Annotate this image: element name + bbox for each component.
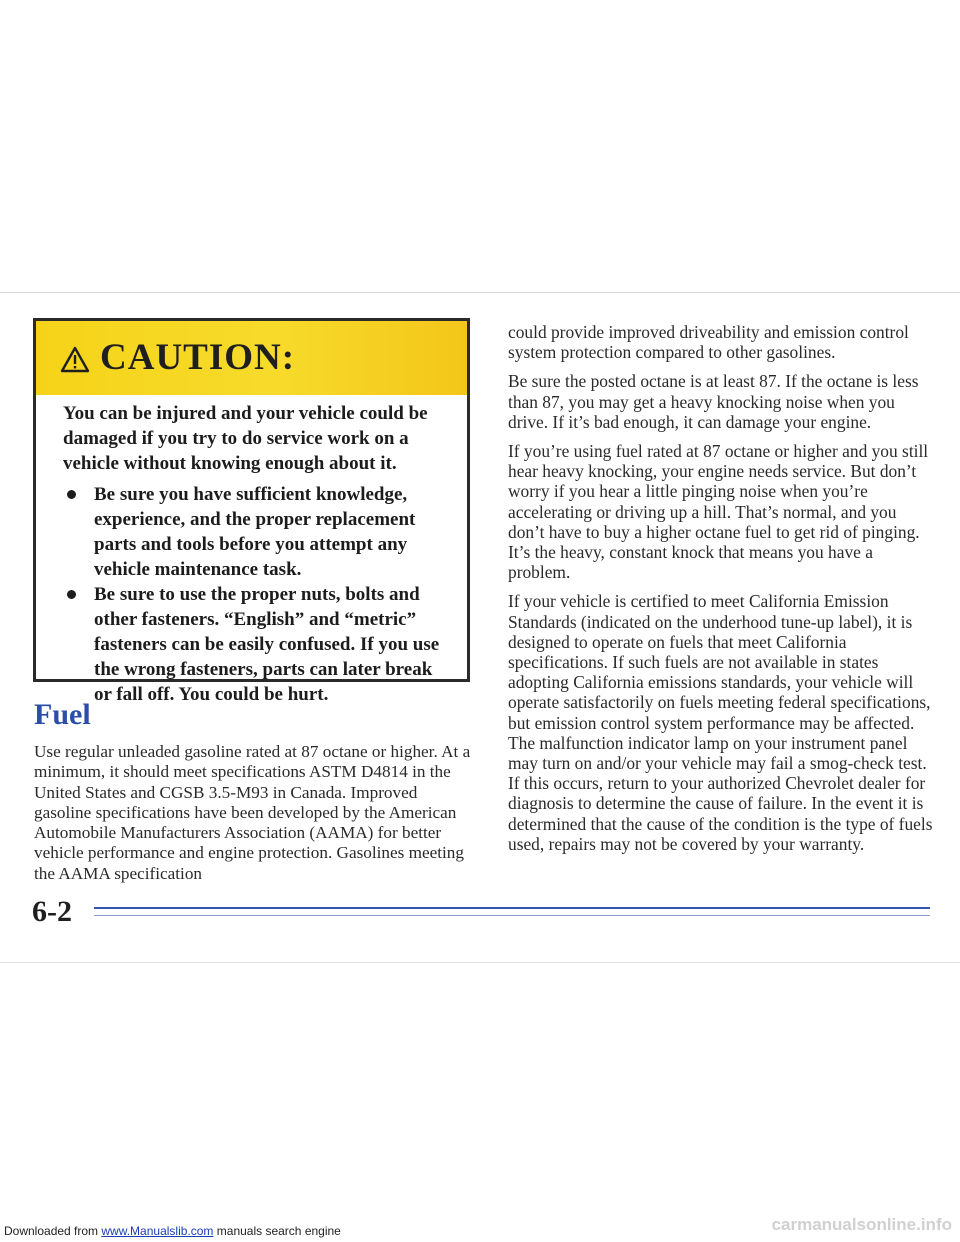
manualslib-link[interactable]: www.Manualslib.com	[101, 1224, 214, 1238]
download-suffix: manuals search engine	[213, 1224, 341, 1238]
right-paragraph: Be sure the posted octane is at least 87. If the octane is less than 87, you may get a heavy knocking noise when you drive. If it’s bad enough, it can damage your engine.	[508, 371, 919, 432]
right-column	[508, 322, 933, 863]
caution-bullet-item	[63, 582, 448, 707]
fuel-paragraph: Use regular unleaded gasoline rated at 87 octane or higher. At a minimum, it should meet specifications ASTM D4814 in the United States and CGSB 3.5-M93 in Canada. Improved gasoline specifications have been developed by the American Automobile Manufacturers Association (AAMA) for better vehicle performance and engine protection. Gasolines meeting the AAMA specification	[34, 742, 471, 883]
right-paragraph: If you’re using fuel rated at 87 octane or higher and you still hear heavy knocking, your engine needs service. But don’t worry if you hear a little pinging noise when you’re accelerating or driving up a hill. That’s normal, and you don’t have to buy a higher octane fuel to get rid of pinging. It’s the heavy, constant knock that means you have a problem.	[508, 441, 929, 583]
page-number: 6-2	[32, 895, 72, 928]
warning-triangle-icon	[60, 339, 90, 385]
caution-body	[63, 401, 448, 707]
top-divider	[0, 292, 960, 293]
caution-title-text: CAUTION:	[100, 337, 296, 378]
bullet-icon	[67, 590, 76, 599]
caution-bullet-item	[63, 482, 448, 582]
caution-title	[60, 335, 295, 385]
right-paragraph: could provide improved driveability and emission control system protection compared to other gasolines.	[508, 322, 909, 363]
caution-box	[33, 318, 470, 705]
watermark: carmanualsonline.info	[771, 1215, 952, 1234]
caution-bullet-text: Be sure you have sufficient knowledge, experience, and the proper replacement parts and tools before you attempt any vehicle maintenance task.	[94, 484, 416, 580]
caution-bullet-list	[63, 482, 448, 707]
right-paragraph: If your vehicle is certified to meet California Emission Standards (indicated on the underhood tune-up label), it is designed to operate on fuels that meet California specifications. If such fuels are not available in states adopting California emissions standards, your vehicle will operate satisfactorily on fuels meeting federal specifications, but emission control system performance may be affected. The malfunction indicator lamp on your instrument panel may turn on and/or your vehicle may fail a smog-check test. If this occurs, return to your authorized Chevrolet dealer for diagnosis to determine the cause of failure. In the event it is determined that the cause of the condition is the type of fuels used, repairs may not be covered by your warranty.	[508, 591, 933, 854]
download-prefix: Downloaded from	[4, 1224, 102, 1238]
footer-rule-thin	[94, 915, 930, 916]
footer-rule	[94, 907, 930, 909]
page-bottom-divider	[0, 962, 960, 963]
section-heading-fuel: Fuel	[34, 698, 91, 731]
caution-bullet-text: Be sure to use the proper nuts, bolts and other fasteners. “English” and “metric” fasteners can be easily confused. If you use the wrong fasteners, parts can later break or fall off. You could be hurt.	[94, 584, 440, 705]
bullet-icon	[67, 490, 76, 499]
caution-intro: You can be injured and your vehicle could be damaged if you try to do service work on a vehicle without knowing enough about it.	[63, 403, 428, 474]
caution-header-bar	[36, 321, 467, 395]
